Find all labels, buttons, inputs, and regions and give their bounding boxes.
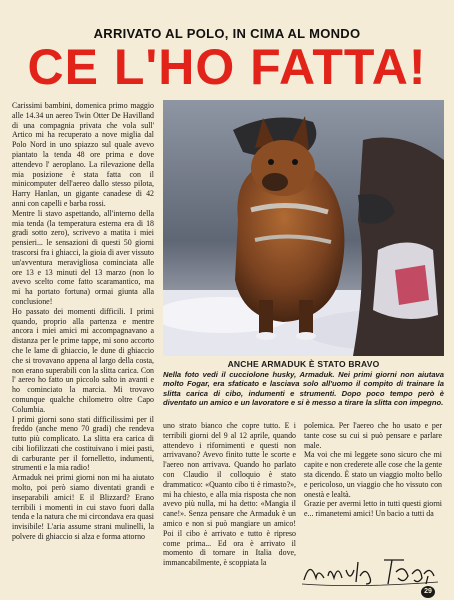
paragraph: Mentre li stavo aspettando, all'interno della mia tenda (la temperatura esterna era di 18 gradi sotto zero), scrivevo a matita i miei pensieri... le sensazioni di questi 50 giorni trascorsi fra i ghiacci, la gioia di aver vissuto un'avventura meravigliosa cominciata alle ore 13 e 13 minuti del 13 marzo (non lo avevo scelto come fatto scaramantico, ma mi ha portato fortuna) ormai giunta alla conclusione!: [12, 208, 154, 306]
paragraph: uno strato bianco che copre tutto. E i terribili giorni del 9 al 12 aprile, quando attendevo i rifornimenti e questi non arrivavano? Avevo finito tutte le scorte e l'aereo non arrivava. Quando ho parlato con Claudio il colloquio è stato drammatico: «Quanto cibo ti è rimasto?», mi ha chiesto, e alla mia risposta che non avevo più nulla, mi ha detto: «Mangia il cane!». Senza pensare che Armaduk è un amico e non si può mangiare un amico! Poi il cibo è arrivato e tutto è ripreso come prima... Ed ora è arrivato il momento di tornare in Italia dove, immancabilmente, è scoppiata la: [163, 421, 296, 568]
text-column-1: [12, 101, 154, 589]
article-kicker: ARRIVATO AL POLO, IN CIMA AL MONDO: [93, 26, 361, 41]
husky-photo-illustration: [163, 100, 444, 356]
husky-photo: [163, 100, 444, 356]
page-number: 29: [421, 586, 435, 598]
signature-drawing: [300, 556, 442, 588]
paragraph: I primi giorni sono stati difficilissimi per il freddo (anche meno 70 gradi) che rendeva tutto più complicato. La slitta era carica di cibi liofilizzati che costituivano i miei pasti, di carburante per il fornelletto, indumenti, strumenti e la mia radio!: [12, 414, 154, 473]
paragraph: Ma voi che mi leggete sono sicuro che mi capite e non crederete alle cose che la gente sta dicendo. È stato un viaggio molto bello e pericoloso, un viaggio che ho vissuto con onestà e lealtà.: [304, 450, 442, 499]
photo-caption-title: ANCHE ARMADUK È STATO BRAVO: [227, 359, 380, 369]
paragraph: Ho passato dei momenti difficili. I primi quando, proprio alla partenza e mentre ancora i miei amici mi accompagnavano a distanza per le prime tappe, mi sono accorto che le lame di ghiaccio, le dune di ghiaccio che si trovavano appena al largo della costa, non erano superabili con la slitta carica. Con l' aereo ho fatto un piccolo salto in avanti e ho cominciato la marcia. Mi trovavo comunque qualche chilometro oltre Capo Columbia.: [12, 306, 154, 414]
text-column-3: [304, 421, 442, 549]
paragraph: Armaduk nei primi giorni non mi ha aiutato molto, poi però siamo diventati grandi e inseparabili amici! E il Blizzard? Erano terribili i momenti in cui stavo fuori dalla tenda e la natura che mi circondava era quasi invisibile! L'aria assume strani mulinelli, la polvere di ghiaccio si alza e forma attorno: [12, 473, 154, 542]
photo-caption: Nella foto vedi il cucciolone husky, Armaduk. Nei primi giorni non aiutava molto Fogar, era sfaticato e lasciava solo all'uomo il compito di trainare la slitta carica di cibo, indumenti e strumenti. Dopo poco tempo però è diventato un amico e un lavoratore e si è messo a tirare la slitta con impegno.: [163, 370, 444, 407]
handwritten-signature: [300, 556, 442, 588]
paragraph: Grazie per avermi letto in tutti questi giorni e... rimanetemi amici! Un bacio a tutti da: [304, 499, 442, 519]
paragraph: Carissimi bambini, domenica primo maggio alle 14.34 un aereo Twin Otter De Havilland di una compagnia privata che vola sull' Artico mi ha recuperato a nove miglia dal Polo Nord in uno spiazzo sul quale avevo piantato la tenda 48 ore prima e dove attendevo l' aeroplano. La rilevazione della mia posizione è stata fatta con il minicomputer dell'aereo dallo stesso pilota, Harry Hanlan, un gigante canadese di 42 anni con capelli e barba rossi.: [12, 101, 154, 208]
paragraph: polemica. Per l'aereo che ho usato e per tante cose su cui si può pensare e parlare male.: [304, 421, 442, 450]
text-column-2: [163, 421, 296, 589]
article-headline: CE L'HO FATTA!: [27, 39, 427, 95]
